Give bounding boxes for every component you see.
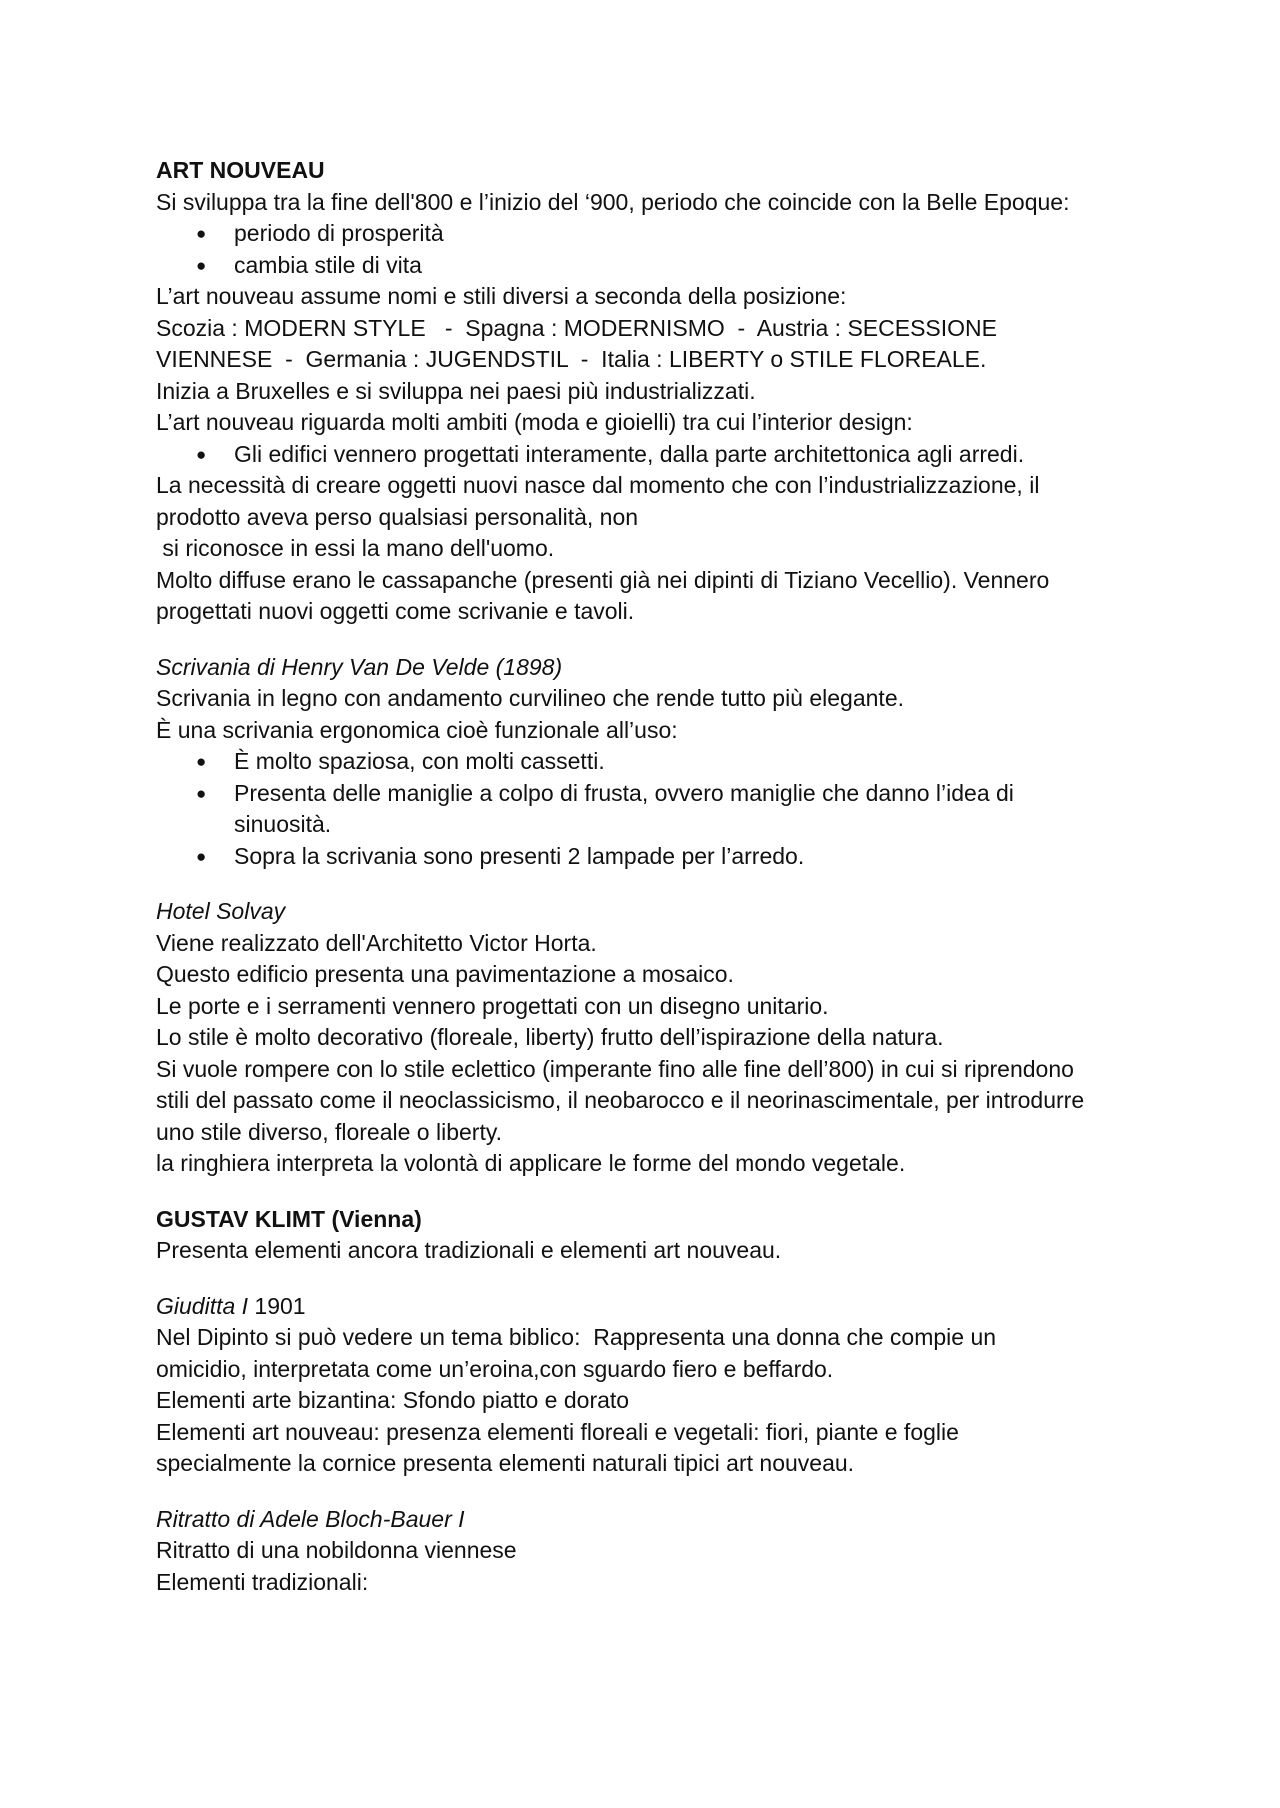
spacer	[156, 1267, 1156, 1291]
paragraph-adele: Ritratto di una nobildonna viennese	[156, 1537, 517, 1563]
paragraph-hotel: Viene realizzato dell'Architetto Victor Horta.	[156, 929, 597, 956]
paragraph-giuditta: Elementi art nouveau: presenza elementi floreali e vegetali: fiori, piante e foglie	[156, 1418, 959, 1445]
paragraph-names-line: Scozia : MODERN STYLE - Spagna : MODERNISMO - Austria : SECESSIONE	[156, 314, 998, 341]
subsection-title-hotel: Hotel Solvay	[156, 898, 286, 924]
spacer	[156, 872, 1156, 896]
bullet-icon: ●	[196, 783, 207, 803]
list-item: ● cambia stile di vita	[156, 250, 1156, 282]
section-title-klimt: GUSTAV KLIMT (Vienna)	[156, 1205, 422, 1232]
paragraph-hotel: Le porte e i serramenti vennero progettati con un disegno unitario.	[156, 992, 829, 1019]
bullet-icon: ●	[196, 444, 207, 464]
paragraph-furniture: Molto diffuse erano le cassapanche (presenti già nei dipinti di Tiziano Vecellio). Vennero	[156, 566, 1050, 593]
paragraph-giuditta: Nel Dipinto si può vedere un tema biblico: Rappresenta una donna che compie un	[156, 1324, 997, 1350]
paragraph-desk: È una scrivania ergonomica cioè funzionale all’uso:	[156, 716, 678, 743]
paragraph-names-intro: L’art nouveau assume nomi e stili diversi a seconda della posizione:	[156, 283, 847, 309]
paragraph-adele: Elementi tradizionali:	[156, 1568, 369, 1595]
list-item: ● Presenta delle maniglie a colpo di frusta, ovvero maniglie che danno l’idea di sinuosità.	[196, 779, 1014, 837]
paragraph-hotel: Si vuole rompere con lo stile eclettico (imperante fino alle fine dell’800) in cui si riprendono	[156, 1055, 1074, 1082]
paragraph-fields: L’art nouveau riguarda molti ambiti (moda e gioielli) tra cui l’interior design:	[156, 409, 913, 435]
bullet-icon: ●	[196, 255, 207, 275]
list-item: ● Sopra la scrivania sono presenti 2 lampade per l’arredo.	[156, 841, 1156, 873]
list-item: ● È molto spaziosa, con molti cassetti.	[156, 746, 1156, 778]
paragraph-klimt-intro: Presenta elementi ancora tradizionali e elementi art nouveau.	[156, 1237, 782, 1263]
section-title-art-nouveau: ART NOUVEAU	[156, 157, 325, 183]
spacer	[156, 1480, 1156, 1504]
spacer	[156, 1180, 1156, 1204]
paragraph-giuditta: specialmente la cornice presenta elementi naturali tipici art nouveau.	[156, 1450, 855, 1476]
bullet-list-belle-epoque	[156, 218, 1156, 281]
paragraph-necessity: si riconosce in essi la mano dell'uomo.	[156, 535, 555, 561]
bullet-icon: ●	[196, 846, 207, 866]
paragraph-hotel: uno stile diverso, floreale o liberty.	[156, 1118, 503, 1145]
paragraph-necessity: La necessità di creare oggetti nuovi nasce dal momento che con l’industrializzazione, il	[156, 472, 1040, 498]
spacer	[156, 628, 1156, 652]
paragraph-necessity: prodotto aveva perso qualsiasi personalità, non	[156, 503, 639, 530]
list-item: ● Gli edifici vennero progettati interamente, dalla parte architettonica agli arredi.	[156, 439, 1156, 471]
paragraph-giuditta: omicidio, interpretata come un’eroina,con sguardo fiero e beffardo.	[156, 1355, 834, 1382]
paragraph-hotel: stili del passato come il neoclassicismo, il neobarocco e il neorinascimentale, per introdurre	[156, 1087, 1085, 1113]
paragraph-hotel: Questo edificio presenta una pavimentazione a mosaico.	[156, 961, 734, 987]
paragraph-giuditta: Elementi arte bizantina: Sfondo piatto e dorato	[156, 1387, 630, 1413]
subsection-title-adele: Ritratto di Adele Bloch-Bauer I	[156, 1505, 465, 1532]
bullet-list-fields	[156, 439, 1156, 471]
bullet-list-desk	[156, 746, 1156, 872]
paragraph-furniture: progettati nuovi oggetti come scrivanie e tavoli.	[156, 598, 635, 624]
subsection-title-desk: Scrivania di Henry Van De Velde (1898)	[156, 653, 563, 680]
subsection-title-giuditta: Giuditta I 1901	[156, 1292, 306, 1319]
document-page	[156, 155, 1156, 1598]
paragraph-desk: Scrivania in legno con andamento curvilineo che rende tutto più elegante.	[156, 685, 904, 711]
paragraph-names-line: VIENNESE - Germania : JUGENDSTIL - Italia : LIBERTY o STILE FLOREALE.	[156, 346, 987, 372]
list-item: ● periodo di prosperità	[156, 218, 1156, 250]
bullet-icon: ●	[196, 752, 207, 771]
paragraph-hotel: Lo stile è molto decorativo (floreale, liberty) frutto dell’ispirazione della natura.	[156, 1024, 944, 1050]
paragraph-hotel: la ringhiera interpreta la volontà di applicare le forme del mondo vegetale.	[156, 1150, 906, 1176]
bullet-icon: ●	[196, 224, 207, 243]
paragraph-origin: Inizia a Bruxelles e si sviluppa nei paesi più industrializzati.	[156, 377, 756, 404]
paragraph-intro: Si sviluppa tra la fine dell'800 e l’inizio del ‘900, periodo che coincide con la Belle Epoque:	[156, 188, 1070, 215]
